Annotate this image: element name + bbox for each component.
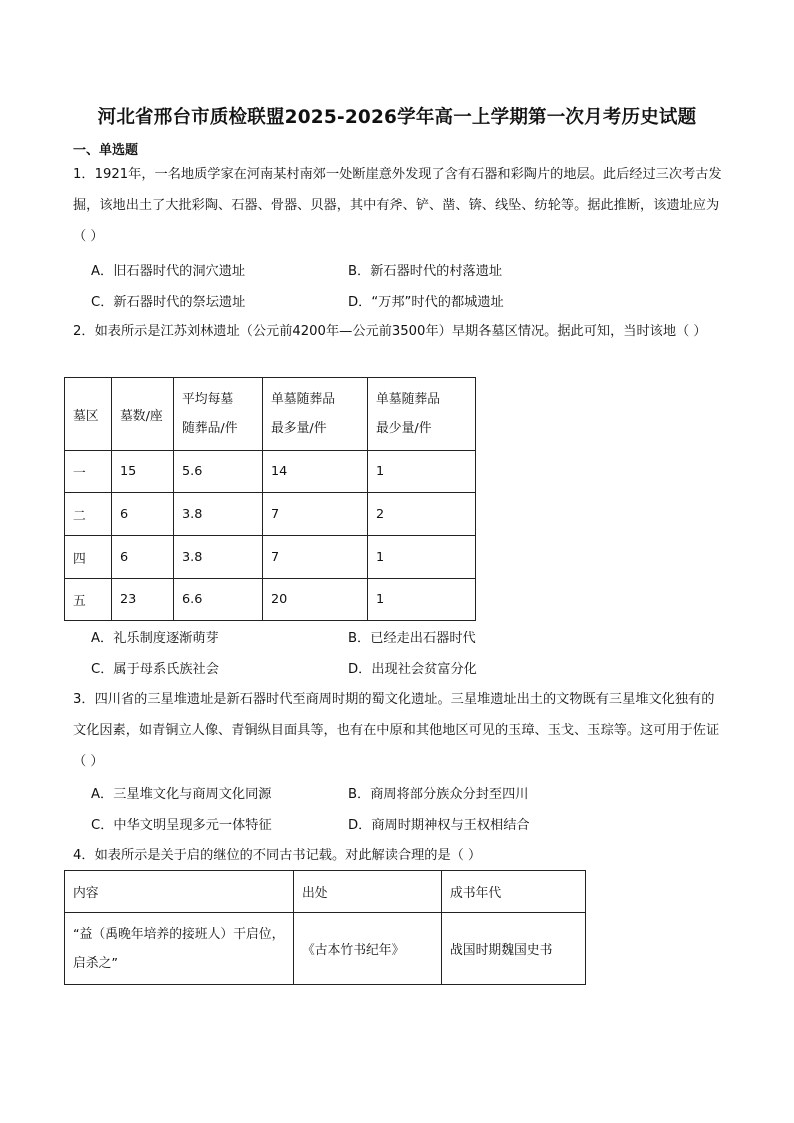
table-cell: 6: [112, 536, 174, 579]
table-cell: 四: [65, 536, 112, 579]
table-row: [65, 913, 586, 985]
table-header-cell: 出处: [294, 871, 442, 913]
question-1-option-a[interactable]: A．旧石器时代的洞穴遗址: [91, 264, 246, 279]
table-cell: 20: [263, 579, 368, 621]
header-text-line-2: 最多量/件: [271, 421, 327, 436]
table-cell: 7: [263, 493, 368, 536]
question-1-option-c[interactable]: C．新石器时代的祭坛遗址: [91, 295, 246, 310]
table-cell: 6: [112, 493, 174, 536]
table-cell: 3.8: [174, 493, 263, 536]
question-3-option-b[interactable]: B．商周将部分族众分封至四川: [348, 787, 529, 802]
table-header-cell: [174, 378, 263, 451]
exam-title: 河北省邢台市质检联盟2025-2026学年高一上学期第一次月考历史试题: [97, 107, 697, 128]
table-cell: 二: [65, 493, 112, 536]
question-2-option-b[interactable]: B．已经走出石器时代: [348, 631, 476, 646]
table-cell: 1: [368, 536, 476, 579]
header-text-line-1: 平均每墓: [182, 392, 234, 407]
table-header-row: [65, 871, 586, 913]
table-cell: 15: [112, 451, 174, 493]
table-header-cell: [368, 378, 476, 451]
table-cell: 1: [368, 451, 476, 493]
table-cell: “益（禹晚年培养的接班人）干启位，启杀之”: [65, 913, 294, 985]
question-3-option-d[interactable]: D．商周时期神权与王权相结合: [348, 818, 530, 833]
question-1-option-b[interactable]: B．新石器时代的村落遗址: [348, 264, 503, 279]
table-cell: 5.6: [174, 451, 263, 493]
table-header-cell: 内容: [65, 871, 294, 913]
table-row: [65, 579, 476, 621]
table-row: [65, 493, 476, 536]
table-cell: 1: [368, 579, 476, 621]
question-3-option-c[interactable]: C．中华文明呈现多元一体特征: [91, 818, 272, 833]
table-cell: 6.6: [174, 579, 263, 621]
table-cell: 战国时期魏国史书: [442, 913, 586, 985]
section-heading: 一、单选题: [73, 143, 139, 158]
question-3-option-a[interactable]: A．三星堆文化与商周文化同源: [91, 787, 272, 802]
header-text-line-1: 单墓随葬品: [271, 392, 335, 407]
table-cell: 一: [65, 451, 112, 493]
table-cell: 7: [263, 536, 368, 579]
question-1-option-d[interactable]: D．“万邦”时代的都城遗址: [348, 295, 504, 310]
table-cell: 《古本竹书纪年》: [294, 913, 442, 985]
header-text-line-2: 随葬品/件: [182, 421, 238, 436]
table-cell: 2: [368, 493, 476, 536]
question-4-stem: 4．如表所示是关于启的继位的不同古书记载。对此解读合理的是（ ）: [73, 848, 482, 863]
header-text-line-2: 最少量/件: [376, 421, 432, 436]
table-row: [65, 536, 476, 579]
table-header-cell: 成书年代: [442, 871, 586, 913]
table-row: [65, 451, 476, 493]
question-1-stem: 1．1921年，一名地质学家在河南某村南郊一处断崖意外发现了含有石器和彩陶片的地层。此后经过三次考古发掘，该地出土了大批彩陶、石器、骨器、贝器，其中有斧、铲、凿、锛、线坠、纺轮等。据此推断，该遗址应为（ ）: [73, 167, 722, 244]
question-2-option-a[interactable]: A．礼乐制度逐渐萌芽: [91, 631, 219, 646]
table-header-cell: [112, 378, 174, 451]
header-text: 墓数/座: [120, 408, 163, 424]
table-header-cell: [263, 378, 368, 451]
question-2-option-d[interactable]: D．出现社会贫富分化: [348, 662, 477, 677]
question-4-table: [64, 870, 586, 985]
table-cell: 14: [263, 451, 368, 493]
question-3-stem: 3．四川省的三星堆遗址是新石器时代至商周时期的蜀文化遗址。三星堆遗址出土的文物既有三星堆文化独有的文化因素，如青铜立人像、青铜纵目面具等，也有在中原和其他地区可见的玉璋、玉戈、玉琮等。这可用于佐证（ ）: [73, 692, 720, 769]
question-2-option-c[interactable]: C．属于母系氏族社会: [91, 662, 219, 677]
table-cell: 3.8: [174, 536, 263, 579]
table-header-cell: [65, 378, 112, 451]
table-header-row: [65, 378, 476, 451]
header-text: 墓区: [73, 408, 99, 424]
question-2-stem: 2．如表所示是江苏刘林遗址（公元前4200年—公元前3500年）早期各墓区情况。据此可知，当时该地（ ）: [73, 324, 707, 339]
header-text-line-1: 单墓随葬品: [376, 392, 440, 407]
question-2-table: [64, 377, 476, 621]
table-cell: 23: [112, 579, 174, 621]
table-cell: 五: [65, 579, 112, 621]
